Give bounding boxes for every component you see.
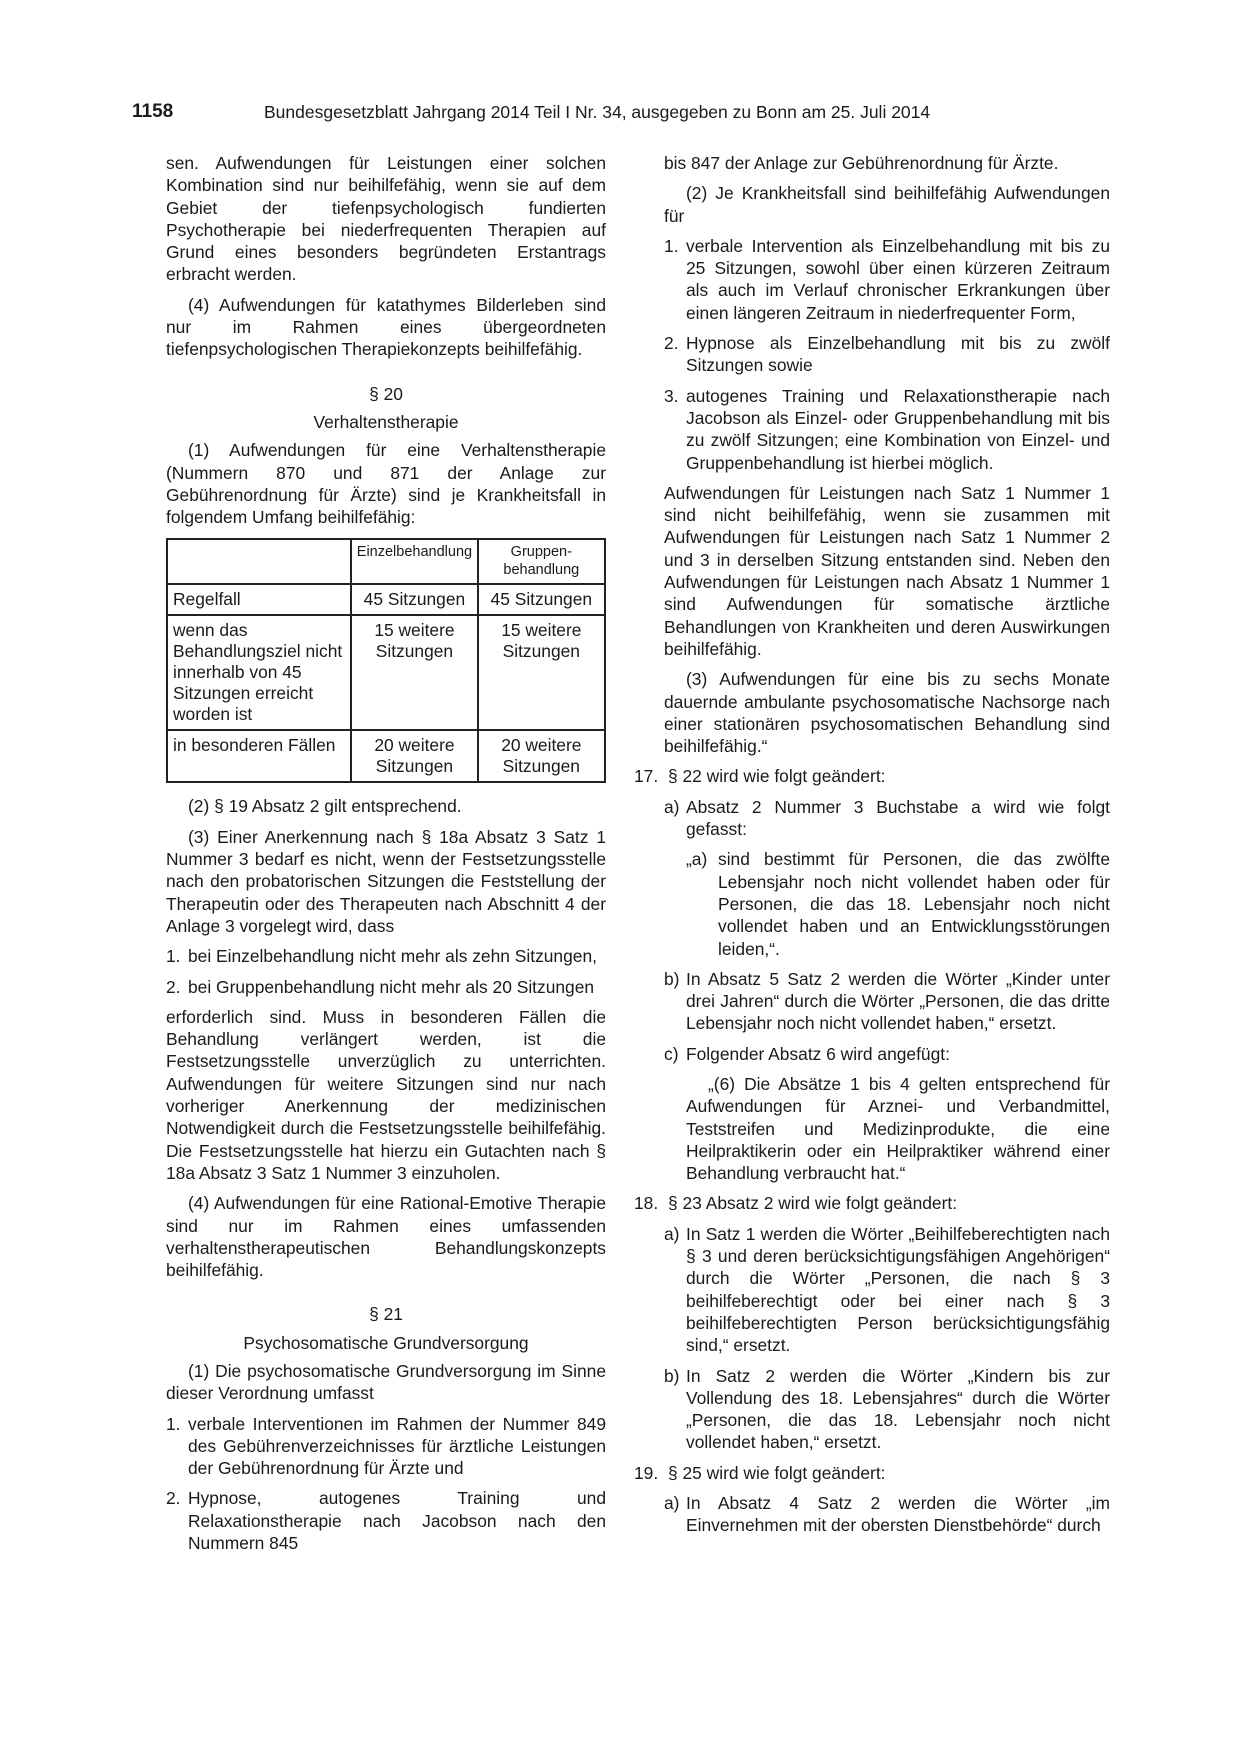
list-item-label: a) [664, 1223, 680, 1244]
amendment-item-19 [634, 1462, 1110, 1484]
therapy-table [166, 538, 606, 783]
list-item-label: 3. [664, 385, 679, 406]
amendment-item-17 [634, 765, 1110, 787]
list-item-label: 2. [664, 333, 679, 354]
amendment-subitem [664, 968, 1110, 1035]
right-column [634, 152, 1110, 1545]
list-item [166, 1413, 606, 1480]
list-item-label: b) [664, 968, 680, 989]
paragraph: sen. Aufwendungen für Leistungen einer solchen Kombination sind nur beihilfefähig, wenn sie auf dem Gebiet der tiefenpsychologisch fundierten Psychotherapie bei niederfrequenten Therapien auf Grund eines besonders begründeten Erstantrags erbracht werden. [166, 153, 606, 285]
list-item-label: b) [664, 1365, 680, 1386]
list-item-text: In Absatz 5 Satz 2 werden die Wörter „Kinder unter drei Jahren“ durch die Wörter „Personen, die das dritte Lebensjahr noch nicht vollendet haben,“ ersetzt. [686, 968, 1110, 1034]
table-cell: Regelfall [167, 584, 351, 615]
paragraph: (2) Je Krankheitsfall sind beihilfefähig Aufwendungen für [664, 183, 1110, 226]
list-item-text: Folgender Absatz 6 wird angefügt: [686, 1043, 950, 1064]
table-cell: 45 Sitzungen [351, 584, 477, 615]
list-item-text: In Satz 1 werden die Wörter „Beihilfeberechtigten nach § 3 und deren berücksichtigungsfähigen Angehörigen“ durch die Wörter „Personen, die nach § 3 beihilfeberechtigt oder bei einer nach § 3 beihilfeberechtigten Person berücksichtigungsfähig sind,“ ersetzt. [686, 1223, 1110, 1356]
table-header-cell: Einzelbehandlung [351, 539, 477, 584]
running-head: Bundesgesetzblatt Jahrgang 2014 Teil I Nr. 34, ausgegeben zu Bonn am 25. Juli 2014 [264, 102, 931, 122]
table-cell: 15 weitere Sitzungen [351, 615, 477, 730]
paragraph: (3) Aufwendungen für eine bis zu sechs Monate dauernde ambulante psychosomatische Nachsorge nach einer stationären psychosomatischen Behandlung sind beihilfefähig.“ [664, 669, 1110, 757]
table-cell: 15 weitere Sitzungen [478, 615, 605, 730]
list-item [166, 1487, 606, 1554]
page-number: 1158 [132, 101, 174, 122]
amendment-subitem [664, 1492, 1110, 1537]
table-cell: 20 weitere Sitzungen [478, 730, 605, 782]
amendment-subitem [664, 796, 1110, 841]
list-item-text: Hypnose als Einzelbehandlung mit bis zu zwölf Sitzungen sowie [686, 333, 1110, 376]
list-item-text: In Absatz 4 Satz 2 werden die Wörter „im Einvernehmen mit der obersten Dienstbehörde“ durch [686, 1493, 1110, 1536]
list-item [166, 976, 606, 998]
quoted-subitem [686, 848, 1110, 959]
list-item-label: „a) [686, 849, 708, 870]
list-item-text: In Satz 2 werden die Wörter „Kindern bis zur Vollendung des 18. Lebensjahres“ durch die Wörter „Personen, die das 18. Lebensjahr noch nicht vollendet haben,“ ersetzt. [686, 1365, 1110, 1453]
list-item-label: 18. [634, 1193, 659, 1214]
table-cell: 45 Sitzungen [478, 584, 605, 615]
list-item-text: § 25 wird wie folgt geändert: [668, 1462, 886, 1483]
list-item-label: 19. [634, 1462, 659, 1483]
table-cell: 20 weitere Sitzungen [351, 730, 477, 782]
amendment-subitem [664, 1043, 1110, 1065]
paragraph: (3) Einer Anerkennung nach § 18a Absatz 3 Satz 1 Nummer 3 bedarf es nicht, wenn der Festsetzungsstelle nach den probatorischen Sitzungen die Feststellung der Therapeutin oder des Therapeuten nach Abschnitt 4 der Anlage 3 vorgelegt wird, dass [166, 826, 606, 936]
paragraph: (4) Aufwendungen für eine Rational-Emotive Therapie sind nur im Rahmen eines umfassenden verhaltenstherapeutischen Behandlungskonzepts beihilfefähig. [166, 1193, 606, 1281]
list-item-text: bei Einzelbehandlung nicht mehr als zehn Sitzungen, [188, 946, 597, 967]
list-item [664, 385, 1110, 474]
list-item-text: autogenes Training und Relaxationstherapie nach Jacobson als Einzel- oder Gruppenbehandlung mit bis zu zwölf Sitzungen; eine Kombination von Einzel- und Gruppenbehandlung ist hierbei möglich. [686, 385, 1110, 473]
table-row [167, 584, 605, 615]
list-item-label: 1. [664, 235, 679, 256]
table-cell: wenn das Behandlungsziel nicht innerhalb von 45 Sitzungen erreicht worden ist [167, 615, 351, 730]
list-item [664, 235, 1110, 324]
list-item-text: verbale Interventionen im Rahmen der Nummer 849 des Gebührenverzeichnisses für ärztliche Leistungen der Gebührenordnung für Ärzte und [188, 1413, 606, 1479]
list-item-label: a) [664, 796, 680, 817]
section-number: § 21 [369, 1304, 403, 1325]
list-item [664, 332, 1110, 377]
paragraph: bis 847 der Anlage zur Gebührenordnung für Ärzte. [664, 153, 1059, 173]
paragraph: (1) Aufwendungen für eine Verhaltenstherapie (Nummern 870 und 871 der Anlage zur Gebührenordnung für Ärzte) sind je Krankheitsfall in folgendem Umfang beihilfefähig: [166, 440, 606, 528]
list-item-text: Absatz 2 Nummer 3 Buchstabe a wird wie folgt gefasst: [686, 796, 1110, 840]
list-item-label: 1. [166, 946, 181, 967]
list-item-label: 2. [166, 1488, 181, 1509]
paragraph: (2) § 19 Absatz 2 gilt entsprechend. [188, 796, 462, 817]
table-header-row [167, 539, 605, 584]
table-row [167, 730, 605, 782]
paragraph: (1) Die psychosomatische Grundversorgung im Sinne dieser Verordnung umfasst [166, 1360, 606, 1404]
paragraph: erforderlich sind. Muss in besonderen Fällen die Behandlung verlängert werden, ist die Festsetzungsstelle unverzüglich zu unterrichten. Aufwendungen für weitere Sitzungen sind nur nach vorheriger Anerkennung der medizinischen Notwendigkeit durch die Festsetzungsstelle beihilfefähig. Die Festsetzungsstelle hat hierzu ein Gutachten nach § 18a Absatz 3 Satz 1 Nummer 3 einzuholen. [166, 1006, 606, 1183]
list-item-text: sind bestimmt für Personen, die das zwölfte Lebensjahr noch nicht vollendet haben oder für Personen, die das 18. Lebensjahr noch nicht vollendet haben und an Entwicklungsstörungen leiden,“. [718, 849, 1110, 959]
paragraph: (4) Aufwendungen für katathymes Bilderleben sind nur im Rahmen eines übergeordneten tiefenpsychologischen Therapiekonzepts beihilfefähig. [166, 294, 606, 360]
list-item-label: a) [664, 1493, 680, 1514]
table-row [167, 615, 605, 730]
amendment-subitem [664, 1223, 1110, 1357]
table-header-cell [167, 539, 351, 584]
section-number: § 20 [369, 383, 403, 404]
list-item-label: 1. [166, 1413, 181, 1434]
section-title: Psychosomatische Grundversorgung [243, 1332, 529, 1353]
list-item-label: 17. [634, 766, 659, 787]
list-item-label: 2. [166, 976, 181, 997]
list-item [166, 945, 606, 967]
list-item-text: bei Gruppenbehandlung nicht mehr als 20 Sitzungen [188, 976, 595, 997]
paragraph: Aufwendungen für Leistungen nach Satz 1 Nummer 1 sind nicht beihilfefähig, wenn sie zusammen mit Aufwendungen für Leistungen nach Satz 1 Nummer 2 und 3 in derselben Sitzung entstanden sind. Neben den Aufwendungen für Leistungen nach Absatz 1 Nummer 1 sind Aufwendungen für somatische ärztliche Behandlungen von Krankheiten und deren Auswirkungen beihilfefähig. [664, 482, 1110, 659]
left-column [166, 152, 606, 1562]
table-cell: in besonderen Fällen [167, 730, 351, 782]
list-item-text: § 23 Absatz 2 wird wie folgt geändert: [668, 1193, 958, 1214]
table-header-cell: Gruppenbehandlung [478, 539, 605, 584]
quoted-paragraph: „(6) Die Absätze 1 bis 4 gelten entsprechend für Aufwendungen für Arznei- und Verbandmittel, Teststreifen und Medizinprodukte, die eine Heilpraktikerin oder ein Heilpraktiker während einer Behandlung verbraucht hat.“ [686, 1073, 1110, 1184]
list-item-text: Hypnose, autogenes Training und Relaxationstherapie nach Jacobson nach den Nummern 845 [188, 1488, 606, 1554]
amendment-item-18 [634, 1192, 1110, 1214]
section-title: Verhaltenstherapie [313, 411, 459, 432]
list-item-text: verbale Intervention als Einzelbehandlung mit bis zu 25 Sitzungen, sowohl über einen kürzeren Zeitraum als auch im Verlauf chronischer Erkrankungen über einen längeren Zeitraum in niederfrequenter Form, [686, 235, 1110, 323]
list-item-label: c) [664, 1043, 679, 1064]
list-item-text: § 22 wird wie folgt geändert: [668, 766, 886, 787]
amendment-subitem [664, 1365, 1110, 1454]
